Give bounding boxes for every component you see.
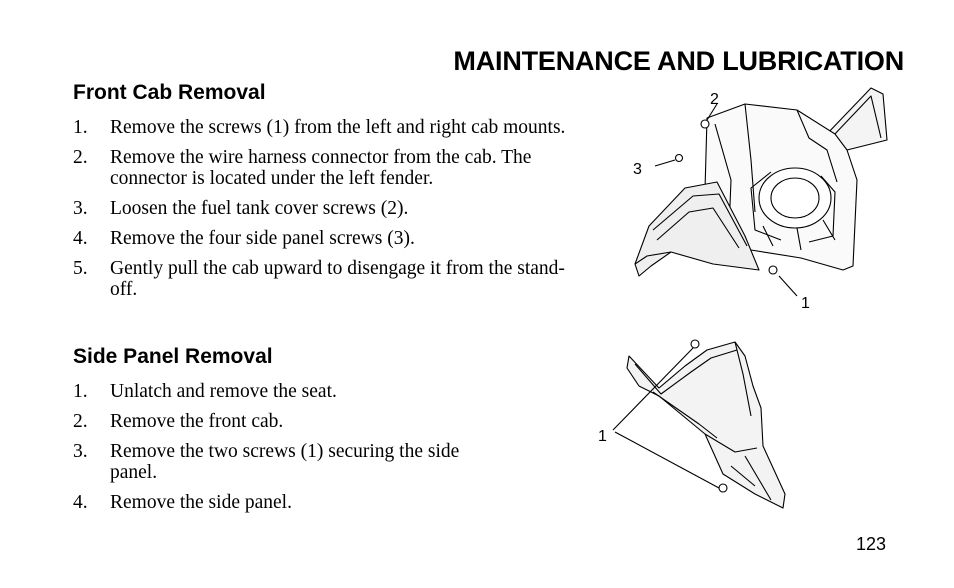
callout-2: 2: [710, 91, 719, 108]
page-number: 123: [855, 534, 886, 554]
callout-1: 1: [801, 295, 810, 312]
section-heading-side-panel-removal: Side Panel Removal: [73, 345, 273, 368]
list-item: 4. Remove the four side panel screws (3).: [73, 228, 415, 249]
list-item: 1. Remove the screws (1) from the left and right cab mounts.: [73, 117, 566, 138]
callout-1: 1: [598, 428, 607, 445]
list-item: 5. Gently pull the cab upward to disengage it from the stand-off.: [73, 258, 565, 300]
page-title: MAINTENANCE AND LUBRICATION: [453, 46, 904, 76]
section-heading-front-cab-removal: Front Cab Removal: [73, 81, 266, 104]
callout-3: 3: [633, 161, 642, 178]
list-item: 2. Remove the wire harness connector from the cab. The connector is located under the left fender.: [73, 147, 532, 189]
list-item: 3. Loosen the fuel tank cover screws (2).: [73, 198, 409, 219]
side-panel-removal-steps: [73, 381, 483, 522]
front-cab-removal-steps: [73, 117, 583, 309]
list-item: 3. Remove the two screws (1) securing the side panel.: [73, 441, 460, 483]
list-item: 4. Remove the side panel.: [73, 492, 292, 513]
side-panel-illustration: [595, 334, 805, 514]
front-cab-illustration: [595, 80, 895, 320]
list-item: 2. Remove the front cab.: [73, 411, 284, 432]
list-item: 1. Unlatch and remove the seat.: [73, 381, 337, 402]
